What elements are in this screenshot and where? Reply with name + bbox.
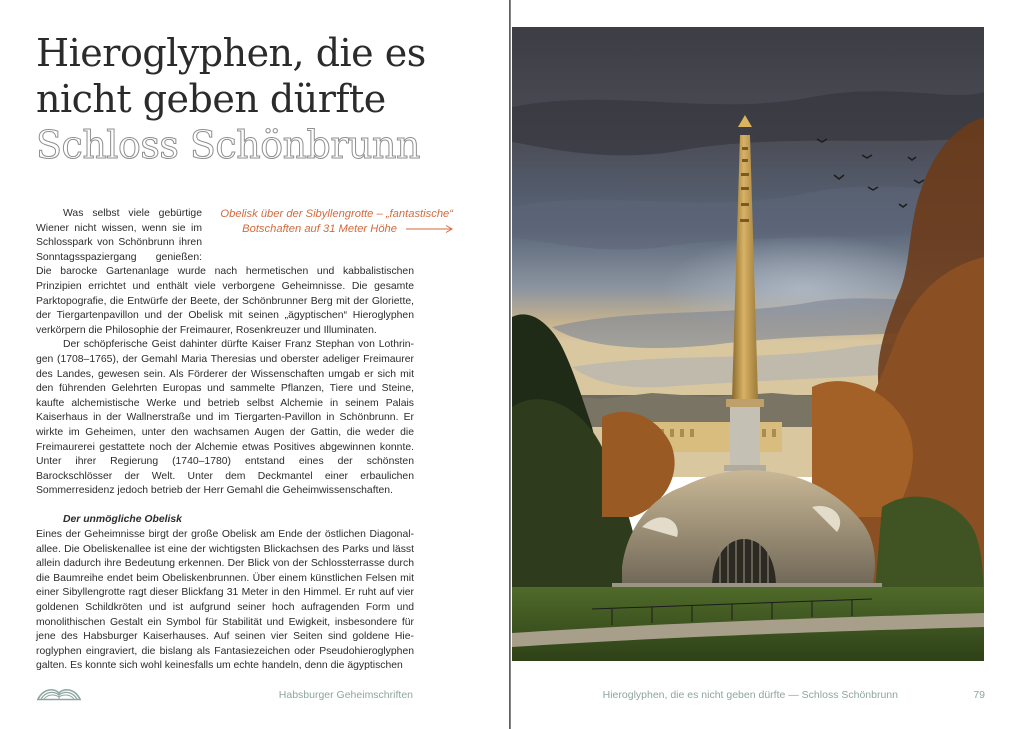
running-footer-chapter-title: Hieroglyphen, die es nicht geben dürfte — Schloss Schönbrunn: [602, 689, 898, 701]
paragraph-3: Eines der Geheimnisse birgt der große Obelisk am Ende der östlichen Diagonalallee. Die Obeliskenallee ist eine der wichtigsten Blickachsen des Parks und lässt allein dadurch ihre Bedeutung erkennen. Der Blick von der Schlossterrasse durch die Baumreihe endet beim Obeliskenbrunnen. Über einem künstlichen Felsen mit einer Sibyllengrotte ragt dieser Blickfang 31 Meter in den Himmel. Er ruht auf vier goldenen Schildkröten und ist aufgrund seiner hoch aufragenden Form und monolithischen Gestalt ein Symbol für Stabilität und Ewigkeit, insbesondere für jene des Habsburger Kaiserhauses. Auf seinen vier Seiten sind goldene Hieroglyphen eingraviert, die bislang als Fantasiezeichen oder Pseudohieroglyphen galten. Es konnte sich wohl keinesfalls um echte handeln, denn die ägyptischen: [36, 529, 414, 672]
caption-line-1: Obelisk über der Sibyllengrotte – „fantastische“: [220, 208, 453, 220]
chapter-headline: [36, 30, 476, 168]
obelisk-photo-illustration: [512, 27, 984, 661]
running-footer-book-title: Habsburger Geheimschriften: [278, 689, 413, 701]
caption-line-2: Botschaften auf 31 Meter Höhe: [242, 223, 397, 235]
paragraph-2: Der schöpferische Geist dahinter dürfte Kaiser Franz Stephan von Lothringen (1708–1765), der Gemahl Maria Theresias und oberster adeliger Freimaurer des Landes, gewesen sein. Als Förderer der Wissenschaften umgab er sich mit den führenden Gelehrten Europas und sammelte Pflanzen, Tiere und Steine, kaufte alchemistische Werke und betrieb selbst Alchemie in seinem Palais Kaiserhaus in der Wallnerstraße und im Tiergarten-Pavillon in Schönbrunn. Er wirkte im Geheimen, unter den wachsamen Augen der Gattin, die weder die Freimaurerei gestattete noch der Alchemie etwas Positives abgewinnen konnte. Unter ihrer Regierung (1740–1780) entstand eines der schönsten Barockschlösser der Welt. Unter dem Deckmantel einer erbaulichen Sommerresidenz jedoch betrieb der Herr Gemahl die Geheimwissenschaften.: [36, 339, 414, 497]
headline-subtitle: Schloss Schönbrunn: [36, 123, 420, 167]
obelisk-photograph: [512, 27, 984, 661]
section-subheading: Der unmögliche Obelisk: [63, 514, 182, 526]
open-book-icon: [36, 684, 82, 702]
article-body: [36, 207, 414, 674]
page-number: 79: [973, 689, 985, 701]
paragraph-1: Was selbst viele gebürtige Wiener nicht wissen, wenn sie im Schlosspark von Schönbrunn ihren Sonntagsspaziergang genießen: Die barocke Gartenanlage wurde nach hermetischen und kabbalistischen Prinzipien errichtet und enthält viele verborgene Geheimnisse. Die gesamte Parktopografie, die Entwürfe der Beete, der Schönbrunner Berg mit der Gloriette, der Tiergartenpavillon und der Obelisk mit seinen „ägyptischen“ Hieroglyphen verkörpern die Philosophie der Freimaurer, Rosenkreuzer und Illuminaten.: [36, 208, 414, 336]
caption-spacer: [202, 207, 414, 251]
headline-line-2: nicht geben dürfte: [36, 77, 386, 121]
book-spine: [509, 0, 511, 729]
headline-line-1: Hieroglyphen, die es: [36, 31, 426, 75]
